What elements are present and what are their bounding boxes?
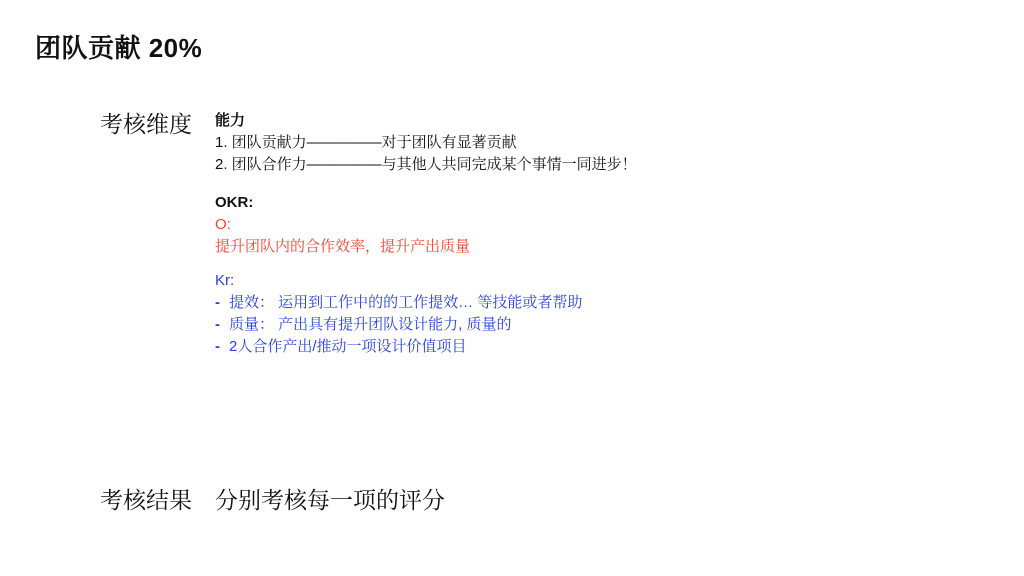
page-title: 团队贡献 20% [35, 33, 203, 63]
ability-paragraph [215, 110, 855, 176]
kr-paragraph [215, 270, 855, 358]
kr-label: Kr: [215, 272, 235, 289]
kr-item [215, 292, 855, 314]
kr-item-text: 2人合作产出/推动一项设计价值项目 [229, 338, 467, 355]
objective-text: 提升团队内的合作效率，提升产出质量 [215, 238, 471, 255]
kr-bullet-dash: - [215, 338, 220, 355]
okr-heading: OKR: [215, 194, 254, 211]
ability-heading: 能力 [215, 112, 246, 129]
ability-item: 2. 团队合作力—————与其他人共同完成某个事情一同进步！ [215, 156, 637, 173]
objective-label: O: [215, 216, 231, 233]
dimension-content [215, 110, 855, 358]
result-text: 分别考核每一项的评分 [215, 487, 445, 513]
kr-bullet-dash: - [215, 294, 220, 311]
dimension-label: 考核维度 [100, 111, 192, 137]
kr-item [215, 314, 855, 336]
result-label: 考核结果 [100, 487, 192, 513]
kr-item [215, 336, 855, 358]
ability-item: 1. 团队贡献力—————对于团队有显著贡献 [215, 134, 517, 151]
kr-item-text: 提效： 运用到工作中的的工作提效… 等技能或者帮助 [229, 294, 583, 311]
kr-item-text: 质量： 产出具有提升团队设计能力, 质量的 [229, 316, 512, 333]
okr-paragraph [215, 192, 855, 258]
kr-bullet-dash: - [215, 316, 220, 333]
